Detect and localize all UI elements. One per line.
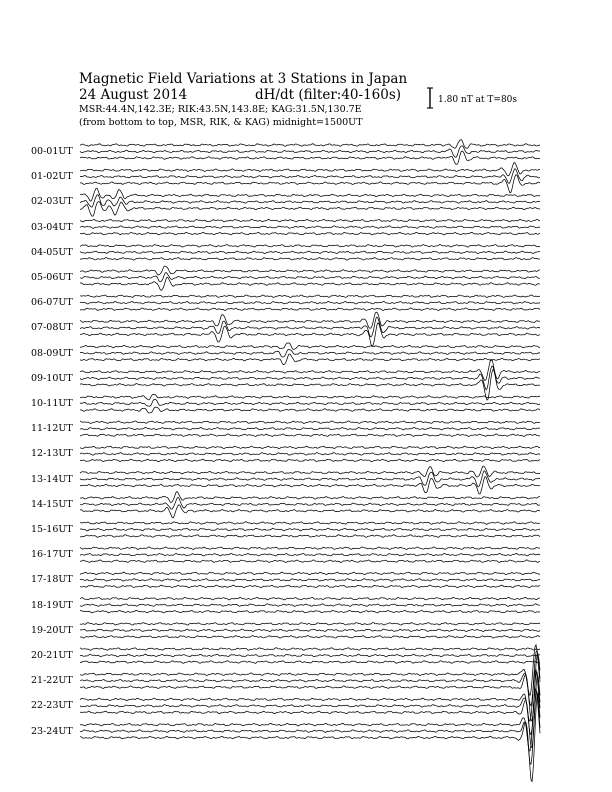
trace-kag-row-4 [80,245,540,248]
trace-msr-row-19 [80,636,540,639]
quantity-label: dH/dt (filter:40-160s) [255,87,402,103]
trace-kag-row-21 [80,645,540,696]
trace-kag-row-13 [80,466,540,477]
trace-msr-row-2 [80,202,540,217]
hour-label: 00-01UT [31,146,73,157]
trace-msr-row-15 [80,535,540,538]
trace-msr-row-12 [80,459,540,462]
trace-msr-row-20 [80,661,540,664]
hour-label: 18-19UT [31,599,73,611]
trace-rik-row-3 [80,226,540,229]
trace-msr-row-10 [80,407,540,413]
trace-rik-row-18 [80,604,540,607]
trace-rik-row-0 [80,146,540,158]
trace-rik-row-12 [80,453,540,456]
trace-kag-row-10 [80,394,540,400]
trace-msr-row-21 [80,654,540,721]
trace-rik-row-15 [80,528,540,531]
hour-label: 09-10UT [31,372,73,384]
trace-kag-row-1 [80,163,540,176]
hour-label: 16-17UT [31,549,73,561]
hour-label: 06-07UT [31,297,73,309]
trace-rik-row-23 [80,692,540,764]
trace-rik-row-14 [80,497,540,509]
trace-msr-row-16 [80,560,540,563]
trace-kag-row-5 [80,266,540,275]
trace-kag-row-3 [80,219,540,222]
trace-kag-row-8 [80,343,540,349]
trace-msr-row-8 [80,354,540,365]
trace-kag-row-20 [80,648,540,651]
hour-label: 10-11UT [31,398,73,409]
trace-kag-row-17 [80,572,540,575]
hour-label: 02-03UT [31,196,73,208]
hour-label: 21-22UT [31,675,73,687]
trace-kag-row-16 [80,547,540,550]
date-label: 24 August 2014 [79,87,188,103]
trace-msr-row-23 [80,694,540,781]
scale-bar-label: 1.80 nT at T=80s [438,95,518,105]
trace-kag-row-14 [80,492,540,503]
trace-kag-row-0 [80,140,540,149]
hour-label: 01-02UT [31,171,73,183]
trace-kag-row-12 [80,446,540,449]
hour-label: 12-13UT [31,448,73,460]
trace-msr-row-13 [80,477,540,494]
trace-msr-row-0 [80,151,540,164]
trace-kag-row-11 [80,421,540,424]
hour-label: 11-12UT [31,423,73,435]
trace-rik-row-19 [80,629,540,632]
hour-label: 04-05UT [31,246,73,258]
hour-label: 17-18UT [31,574,73,586]
station-order-line: (from bottom to top, MSR, RIK, & KAG) midnight=1500UT [79,117,363,128]
hour-label: 03-04UT [31,221,73,233]
trace-kag-row-15 [80,522,540,525]
trace-msr-row-5 [80,277,540,290]
trace-rik-row-10 [80,399,540,406]
hour-label: 14-15UT [31,498,73,510]
trace-rik-row-6 [80,301,540,304]
hour-label: 07-08UT [31,322,73,334]
trace-msr-row-17 [80,585,540,588]
chart-title: Magnetic Field Variations at 3 Stations in Japan [79,71,408,87]
trace-kag-row-2 [80,188,540,201]
trace-rik-row-11 [80,427,540,430]
trace-kag-row-18 [80,597,540,600]
hour-label: 20-21UT [31,650,73,661]
trace-kag-row-19 [80,623,540,626]
trace-rik-row-4 [80,251,540,254]
hour-label: 22-23UT [31,700,73,712]
trace-rik-row-20 [80,654,540,657]
trace-msr-row-18 [80,610,540,613]
hour-label: 13-14UT [31,473,73,485]
trace-rik-row-2 [80,195,540,207]
trace-msr-row-6 [80,308,540,311]
trace-rik-row-16 [80,553,540,556]
trace-msr-row-4 [80,258,540,261]
trace-rik-row-21 [80,650,540,705]
trace-msr-row-14 [80,505,540,518]
hour-label: 19-20UT [31,624,73,636]
hour-label: 05-06UT [31,272,73,283]
hour-label: 08-09UT [31,347,73,359]
trace-msr-row-3 [80,232,540,235]
trace-msr-row-11 [80,434,540,437]
trace-kag-row-7 [80,312,540,328]
stations-line: MSR:44.4N,142.3E; RIK:43.5N,143.8E; KAG:31.5N,130.7E [79,104,362,115]
trace-rik-row-17 [80,579,540,582]
hour-label: 23-24UT [31,725,73,737]
trace-msr-row-9 [80,370,540,401]
trace-kag-row-9 [80,359,540,381]
trace-rik-row-8 [80,350,540,358]
trace-rik-row-9 [80,366,540,390]
trace-rik-row-5 [80,273,540,282]
trace-msr-row-7 [80,323,540,347]
trace-kag-row-23 [80,688,540,751]
trace-kag-row-6 [80,295,540,298]
hour-label: 15-16UT [31,524,73,535]
